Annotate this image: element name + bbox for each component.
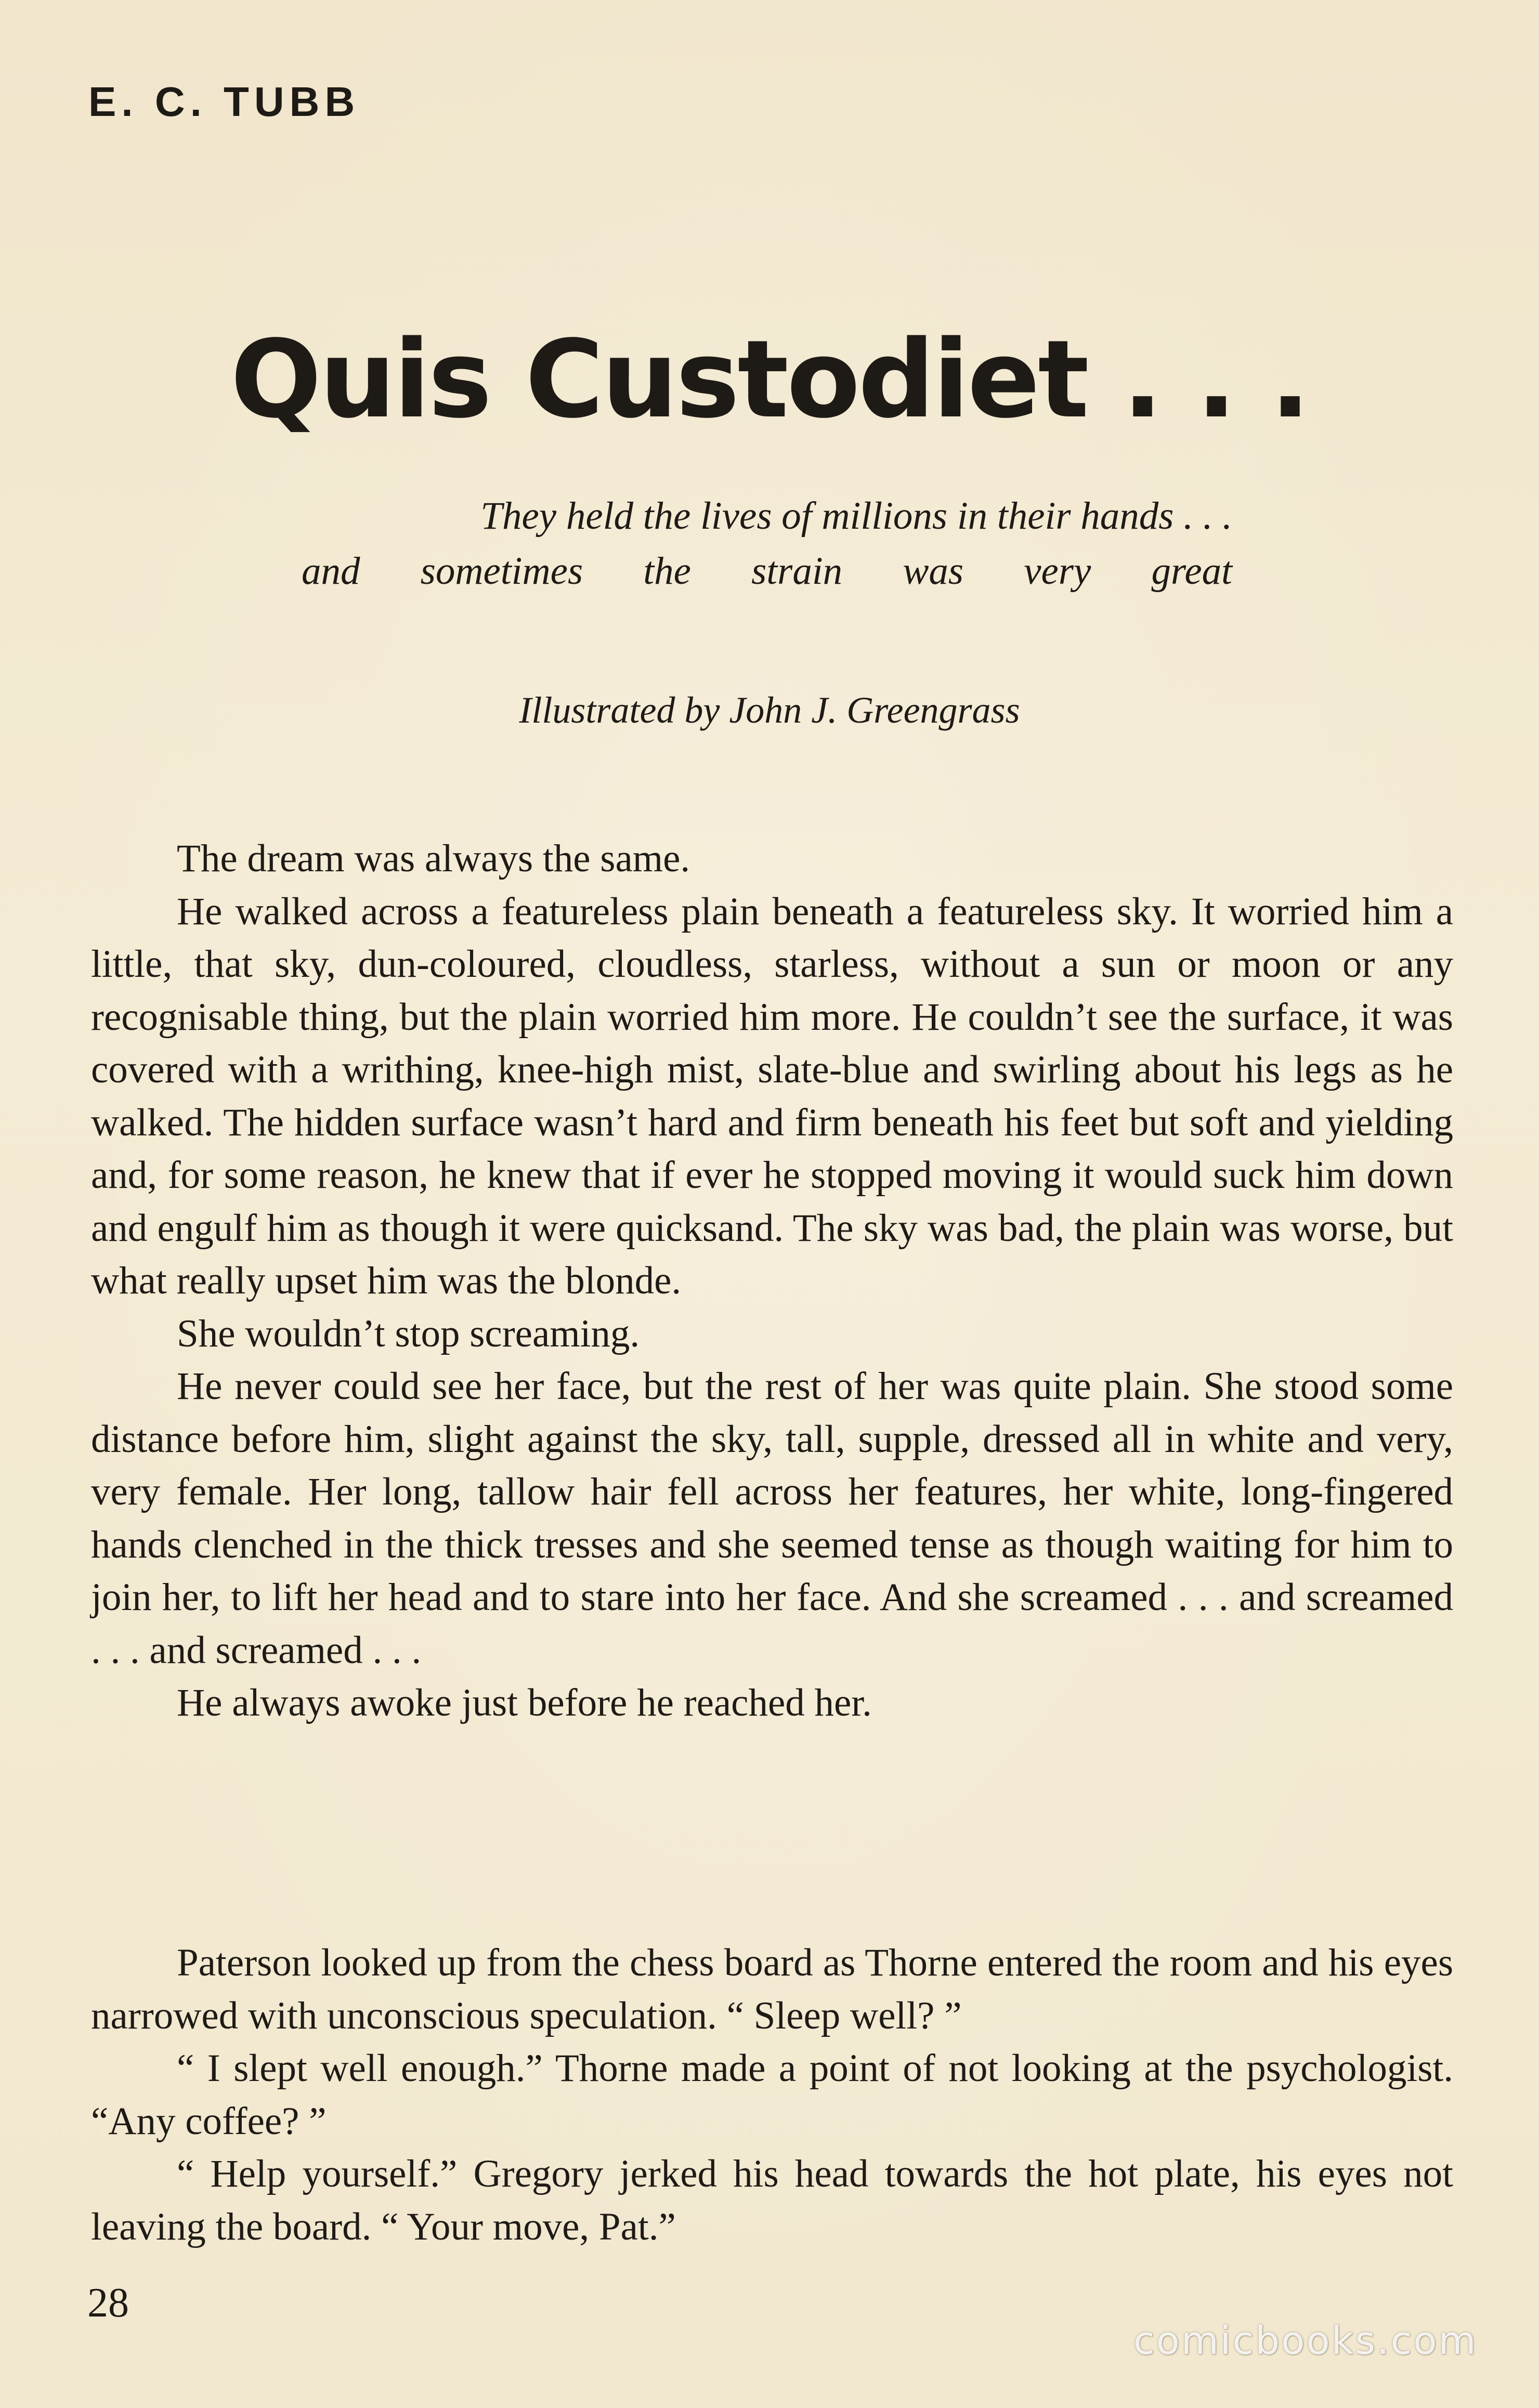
paragraph: He walked across a featureless plain beneath a featureless sky. It worried him a little, that sky, dun-coloured, cloudless, starless, without a sun or moon or any recognisable thing, but the plain worried him more. He couldn’t see the surface, it was covered with a writhing, knee-high mist, slate-blue and swirling about his legs as he walked. The hidden surface wasn’t hard and firm beneath his feet but soft and yielding and, for some reason, he knew that if ever he stopped moving it would suck him down and engulf him as though it were quicksand. The sky was bad, the plain was worse, but what really upset him was the blonde. [91,889,1453,1302]
subtitle-line-2: and sometimes the strain was very great [302,549,1232,593]
paragraph: “ Help yourself.” Gregory jerked his head towards the hot plate, his eyes not leaving the board. “ Your move, Pat.” [91,2152,1453,2248]
watermark: comicbooks.com [1133,2319,1478,2363]
page-number: 28 [87,2280,129,2326]
author-byline: E. C. TUBB [88,78,360,125]
paragraph: He always awoke just before he reached her. [177,1681,872,1724]
paragraph: She wouldn’t stop screaming. [177,1312,640,1355]
story-body-part-1 [91,832,1453,1730]
paragraph: He never could see her face, but the rest of her was quite plain. She stood some distance before him, slight against the sky, tall, supple, dressed all in white and very, very female. Her long, tallow hair fell across her features, her white, long-fingered hands clenched in the thick tresses and she seemed tense as though waiting for him to join her, to lift her head and to stare into her face. And she screamed . . . and screamed . . . and screamed . . . [91,1365,1453,1672]
story-body-part-2 [91,1936,1453,2253]
subtitle-line-1: They held the lives of millions in their hands . . . [480,494,1232,538]
paragraph: “ I slept well enough.” Thorne made a point of not looking at the psychologist. “Any coffee? ” [91,2047,1453,2143]
paragraph: The dream was always the same. [177,837,690,880]
paragraph: Paterson looked up from the chess board as Thorne entered the room and his eyes narrowed with unconscious speculation. “ Sleep well? ” [91,1941,1453,2037]
illustrator-credit: Illustrated by John J. Greengrass [519,689,1020,731]
story-title: Quis Custodiet . . . [230,317,1309,442]
